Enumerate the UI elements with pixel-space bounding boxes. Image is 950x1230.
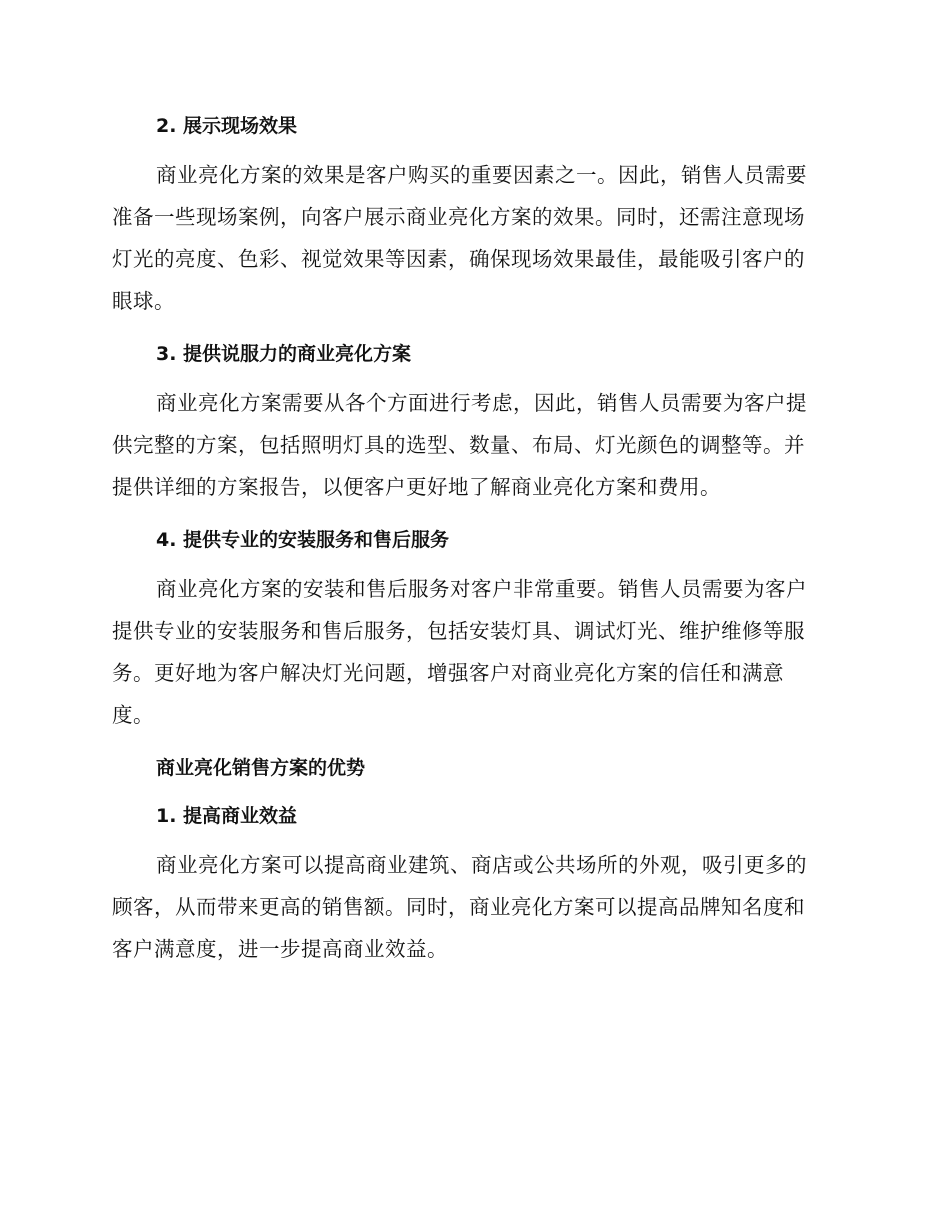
- paragraph-line: 商业亮化方案的效果是客户购买的重要因素之一。因此，销售人员需要: [156, 163, 807, 187]
- paragraph-line: 度。: [112, 703, 154, 727]
- section-advantages: [112, 748, 830, 788]
- section-installation-service: [112, 520, 830, 736]
- section-heading: 商业亮化销售方案的优势: [156, 757, 366, 779]
- paragraph-line: 提供专业的安装服务和售后服务，包括安装灯具、调试灯光、维护维修等服: [112, 619, 805, 643]
- document-page: [112, 106, 830, 982]
- paragraph-line: 务。更好地为客户解决灯光问题，增强客户对商业亮化方案的信任和满意: [112, 661, 784, 685]
- paragraph: [112, 382, 830, 508]
- section-heading: 4. 提供专业的安装服务和售后服务: [156, 529, 450, 551]
- section-heading: 1. 提高商业效益: [156, 805, 298, 827]
- paragraph: [112, 568, 830, 736]
- paragraph-line: 客户满意度，进一步提高商业效益。: [112, 937, 448, 961]
- section-show-effect: [112, 106, 830, 322]
- paragraph-line: 提供详细的方案报告，以便客户更好地了解商业亮化方案和费用。: [112, 475, 721, 499]
- paragraph-line: 眼球。: [112, 289, 175, 313]
- paragraph-line: 顾客，从而带来更高的销售额。同时，商业亮化方案可以提高品牌知名度和: [112, 895, 805, 919]
- paragraph-line: 准备一些现场案例，向客户展示商业亮化方案的效果。同时，还需注意现场: [112, 205, 805, 229]
- paragraph: [112, 154, 830, 322]
- section-persuasive-plan: [112, 334, 830, 508]
- paragraph-line: 商业亮化方案的安装和售后服务对客户非常重要。销售人员需要为客户: [156, 577, 807, 601]
- paragraph-line: 供完整的方案，包括照明灯具的选型、数量、布局、灯光颜色的调整等。并: [112, 433, 805, 457]
- paragraph: [112, 844, 830, 970]
- paragraph-line: 灯光的亮度、色彩、视觉效果等因素，确保现场效果最佳，最能吸引客户的: [112, 247, 805, 271]
- paragraph-line: 商业亮化方案需要从各个方面进行考虑，因此，销售人员需要为客户提: [156, 391, 807, 415]
- paragraph-line: 商业亮化方案可以提高商业建筑、商店或公共场所的外观，吸引更多的: [156, 853, 807, 877]
- section-heading: 2. 展示现场效果: [156, 115, 298, 137]
- section-heading: 3. 提供说服力的商业亮化方案: [156, 343, 412, 365]
- section-business-benefit: [112, 796, 830, 970]
